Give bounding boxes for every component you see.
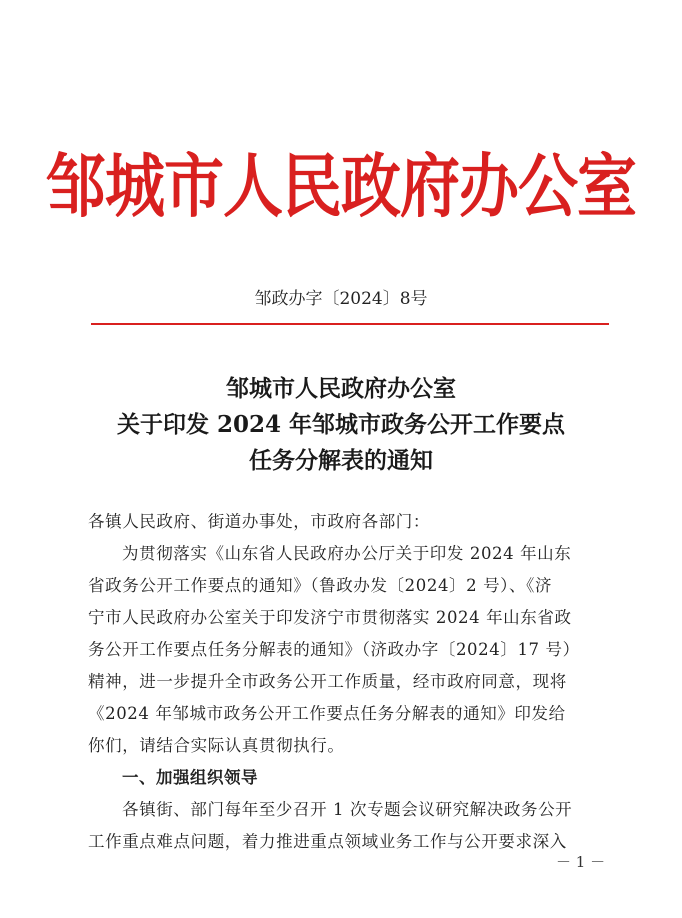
notice-title-line-2: 关于印发 2024 年邹城市政务公开工作要点: [116, 411, 566, 438]
letterhead-title: 邹城市人民政府办公室: [46, 146, 636, 228]
paragraph-2-line: 工作重点难点问题，着力推进重点领域业务工作与公开要求深入: [88, 832, 567, 851]
paragraph-2-line: 各镇街、部门每年至少召开 1 次专题会议研究解决政务公开: [122, 800, 573, 819]
notice-title-line-3: 任务分解表的通知: [249, 447, 433, 474]
paragraph-1-line: 精神，进一步提升全市政务公开工作质量，经市政府同意，现将: [88, 672, 567, 691]
page-number: － 1 －: [556, 853, 606, 871]
red-divider: [91, 323, 609, 325]
document-number: 邹政办字〔2024〕8号: [254, 289, 428, 309]
paragraph-1-line: 省政务公开工作要点的通知》（鲁政办发〔2024〕2 号）、《济: [88, 576, 553, 595]
paragraph-1-line: 宁市人民政府办公室关于印发济宁市贯彻落实 2024 年山东省政: [88, 608, 572, 627]
paragraph-1-line: 为贯彻落实《山东省人民政府办公厅关于印发 2024 年山东: [122, 544, 572, 563]
paragraph-1-line: 你们，请结合实际认真贯彻执行。: [88, 736, 345, 755]
section-heading-1: 一、加强组织领导: [122, 768, 258, 787]
paragraph-1-line: 务公开工作要点任务分解表的通知》（济政办字〔2024〕17 号）: [88, 640, 580, 659]
salutation: 各镇人民政府、街道办事处，市政府各部门：: [88, 512, 430, 531]
notice-title-line-1: 邹城市人民政府办公室: [226, 375, 456, 402]
paragraph-1-line: 《2024 年邹城市政务公开工作要点任务分解表的通知》印发给: [88, 704, 566, 723]
